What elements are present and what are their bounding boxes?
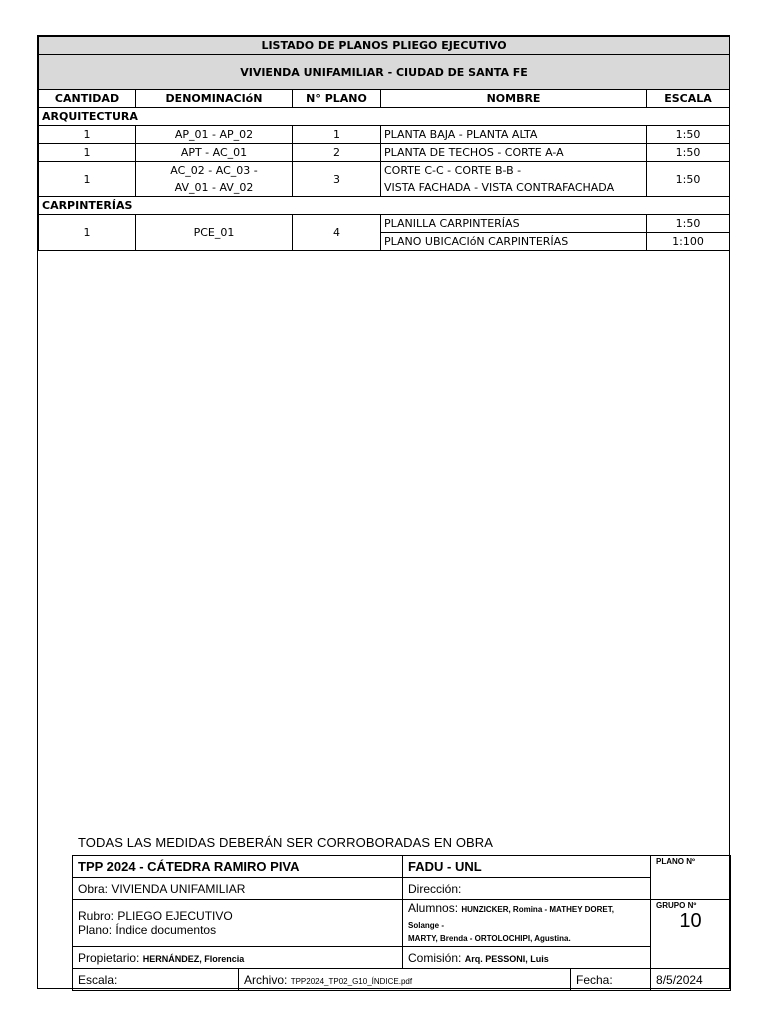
cell-nombre: PLANTA DE TECHOS - CORTE A-A	[381, 144, 647, 162]
cell-escala: 1:50	[647, 126, 730, 144]
fecha-value: 8/5/2024	[651, 969, 731, 991]
cell-escala: 1:50	[647, 162, 730, 197]
table-subtitle: VIVIENDA UNIFAMILIAR - CIUDAD DE SANTA FE	[39, 55, 730, 90]
comision-value: Arq. PESSONI, Luis	[464, 953, 549, 964]
grupo-number: 10	[679, 910, 702, 932]
cell-cantidad: 1	[39, 162, 136, 197]
column-header-cantidad: CANTIDAD	[39, 90, 136, 108]
cell-nombre: PLANTA BAJA - PLANTA ALTA	[381, 126, 647, 144]
title-block	[72, 855, 731, 991]
cell-plano: 1	[293, 126, 381, 144]
cell-denominacion: APT - AC_01	[136, 144, 293, 162]
cell-escala: 1:50	[647, 215, 730, 233]
alumnos-field	[403, 900, 651, 947]
cell-denominacion: PCE_01	[136, 215, 293, 251]
alumnos-line2: MARTY, Brenda - ORTOLOCHIPI, Agustina.	[408, 934, 571, 943]
cell-nombre: PLANILLA CARPINTERÍAS	[381, 215, 647, 233]
table-row	[39, 215, 730, 233]
cell-cantidad: 1	[39, 126, 136, 144]
cell-cantidad: 1	[39, 144, 136, 162]
escala-field: Escala:	[73, 969, 239, 991]
section-arquitectura: ARQUITECTURA	[39, 108, 730, 126]
plano-number-box	[651, 856, 731, 900]
archivo-field	[239, 969, 571, 991]
table-title: LISTADO DE PLANOS PLIEGO EJECUTIVO	[39, 37, 730, 55]
propietario-field	[73, 947, 403, 969]
section-carpinterias: CARPINTERÍAS	[39, 197, 730, 215]
cell-nombre-line1: CORTE C-C - CORTE B-B -	[381, 162, 647, 180]
cell-nombre-line2: VISTA FACHADA - VISTA CONTRAFACHADA	[381, 179, 647, 197]
direccion-field: Dirección:	[403, 878, 651, 900]
cell-plano: 3	[293, 162, 381, 197]
plans-table	[38, 36, 730, 251]
archivo-value: TPP2024_TP02_G10_ÍNDICE.pdf	[290, 976, 413, 986]
cell-escala: 1:50	[647, 144, 730, 162]
alumnos-line1: HUNZICKER, Romina - MATHEY DORET, Solange -	[408, 905, 614, 930]
comision-field	[403, 947, 651, 969]
plano-field: Plano: Índice documentos	[78, 923, 217, 937]
column-header-nombre: NOMBRE	[381, 90, 647, 108]
obra-note: TODAS LAS MEDIDAS DEBERÁN SER CORROBORADAS EN OBRA	[78, 835, 494, 850]
cell-denominacion-line1: AC_02 - AC_03 -	[136, 162, 293, 180]
column-header-plano: N° PLANO	[293, 90, 381, 108]
cell-plano: 4	[293, 215, 381, 251]
table-row-continuation	[39, 179, 730, 197]
grupo-box	[651, 900, 731, 969]
alumnos-label: Alumnos:	[408, 901, 459, 915]
school-name: FADU - UNL	[403, 856, 651, 878]
fecha-label: Fecha:	[571, 969, 651, 991]
cell-denominacion: AP_01 - AP_02	[136, 126, 293, 144]
table-row	[39, 162, 730, 180]
archivo-label: Archivo:	[244, 972, 288, 987]
cell-escala: 1:100	[647, 233, 730, 251]
course-name: TPP 2024 - CÁTEDRA RAMIRO PIVA	[73, 856, 403, 878]
column-header-escala: ESCALA	[647, 90, 730, 108]
rubro-plano-field	[73, 900, 403, 947]
cell-denominacion-line2: AV_01 - AV_02	[136, 179, 293, 197]
grupo-label: GRUPO Nº	[656, 901, 697, 910]
propietario-label: Propietario:	[78, 950, 140, 965]
column-header-denominacion: DENOMINACIóN	[136, 90, 293, 108]
propietario-value: HERNÁNDEZ, Florencia	[142, 953, 245, 964]
cell-plano: 2	[293, 144, 381, 162]
table-row	[39, 144, 730, 162]
table-row	[39, 126, 730, 144]
cell-cantidad: 1	[39, 215, 136, 251]
cell-nombre: PLANO UBICACIóN CARPINTERÍAS	[381, 233, 647, 251]
rubro-field: Rubro: PLIEGO EJECUTIVO	[78, 909, 233, 923]
comision-label: Comisión:	[408, 950, 462, 965]
obra-field: Obra: VIVIENDA UNIFAMILIAR	[73, 878, 403, 900]
plano-number-label: PLANO Nº	[656, 857, 695, 866]
